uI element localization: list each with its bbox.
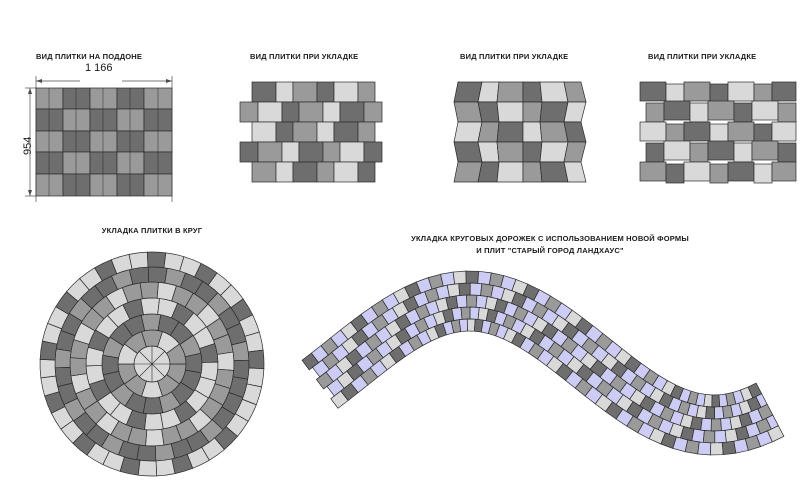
circle-tile bbox=[129, 267, 148, 284]
caption-curved-path-line2: И ПЛИТ "СТАРЫЙ ГОРОД ЛАНДХАУС" bbox=[476, 246, 624, 255]
circle-tile bbox=[143, 397, 163, 414]
circle-tile bbox=[156, 459, 175, 476]
circle-tile bbox=[141, 298, 160, 315]
circle-tile bbox=[70, 358, 87, 376]
path-tile bbox=[685, 440, 699, 454]
circle-tile bbox=[147, 252, 165, 268]
path-tile bbox=[712, 395, 720, 407]
path-tile bbox=[704, 394, 712, 407]
path-tile bbox=[696, 406, 706, 419]
panel-curved-path bbox=[300, 258, 790, 448]
panel-laying-view-3 bbox=[638, 80, 798, 200]
path-tile bbox=[459, 283, 471, 295]
path-tile bbox=[467, 295, 477, 307]
circle-tile bbox=[144, 413, 163, 430]
panel-laying-view-2 bbox=[450, 80, 610, 200]
path-tile bbox=[467, 319, 475, 331]
circle-tile bbox=[138, 460, 156, 476]
circle-tile bbox=[55, 349, 71, 368]
circle-tile bbox=[140, 282, 158, 299]
circle-tile bbox=[248, 350, 264, 368]
caption-pallet-view: ВИД ПЛИТКИ НА ПОДДОНЕ bbox=[36, 52, 143, 61]
caption-laying-view-2: ВИД ПЛИТКИ ПРИ УКЛАДКЕ bbox=[460, 52, 569, 61]
path-tile bbox=[456, 295, 467, 308]
path-tile bbox=[447, 284, 460, 297]
caption-laying-view-1: ВИД ПЛИТКИ ПРИ УКЛАДКЕ bbox=[250, 52, 359, 61]
path-tile bbox=[715, 430, 727, 443]
tile-circle bbox=[40, 252, 264, 476]
path-tile bbox=[470, 283, 482, 296]
panel-pallet-view bbox=[0, 60, 220, 220]
circle-tile bbox=[141, 314, 161, 331]
path-tile bbox=[710, 443, 723, 455]
circle-tile bbox=[185, 353, 202, 373]
path-tile bbox=[711, 419, 721, 431]
path-tile bbox=[706, 407, 715, 419]
panel-circle-layout bbox=[30, 246, 280, 486]
path-tile bbox=[698, 442, 711, 455]
path-tile bbox=[453, 271, 466, 284]
dimension-height-label: 954 bbox=[22, 136, 34, 155]
dimension-width-label: 1 166 bbox=[85, 62, 113, 74]
path-tile bbox=[466, 271, 479, 283]
caption-circle-layout: УКЛАДКА ПЛИТКИ В КРУГ bbox=[101, 226, 203, 235]
tile-grid-laying-1 bbox=[240, 82, 382, 182]
circle-tile bbox=[146, 429, 164, 446]
tile-grid-laying-3 bbox=[640, 82, 796, 183]
path-tile bbox=[692, 429, 705, 442]
circle-tile bbox=[137, 445, 156, 461]
circle-tile bbox=[233, 360, 249, 379]
panel-laying-view-1 bbox=[240, 80, 400, 200]
path-tile bbox=[478, 271, 492, 284]
circle-tile bbox=[102, 355, 119, 375]
circle-tile bbox=[232, 341, 249, 360]
path-tile bbox=[441, 272, 455, 286]
circle-tile bbox=[129, 252, 148, 269]
circle-tile bbox=[40, 359, 56, 377]
circle-tile bbox=[148, 267, 167, 283]
path-tile bbox=[461, 307, 470, 319]
path-tile bbox=[703, 431, 715, 443]
caption-curved-path-line1: УКЛАДКА КРУГОВЫХ ДОРОЖЕК С ИСПОЛЬЗОВАНИЕМ НОВОЙ ФОРМЫ bbox=[411, 234, 689, 243]
path-tile bbox=[452, 307, 462, 320]
tile-curved-path bbox=[302, 271, 784, 455]
path-tile bbox=[701, 418, 712, 431]
tile-grid-pallet bbox=[36, 88, 172, 196]
circle-tile bbox=[217, 352, 234, 370]
path-tile bbox=[459, 319, 467, 332]
circle-tile bbox=[155, 444, 174, 461]
circle-tile bbox=[55, 367, 72, 386]
tile-grid-laying-2 bbox=[454, 82, 586, 182]
caption-laying-view-3: ВИД ПЛИТКИ ПРИ УКЛАДКЕ bbox=[648, 52, 757, 61]
